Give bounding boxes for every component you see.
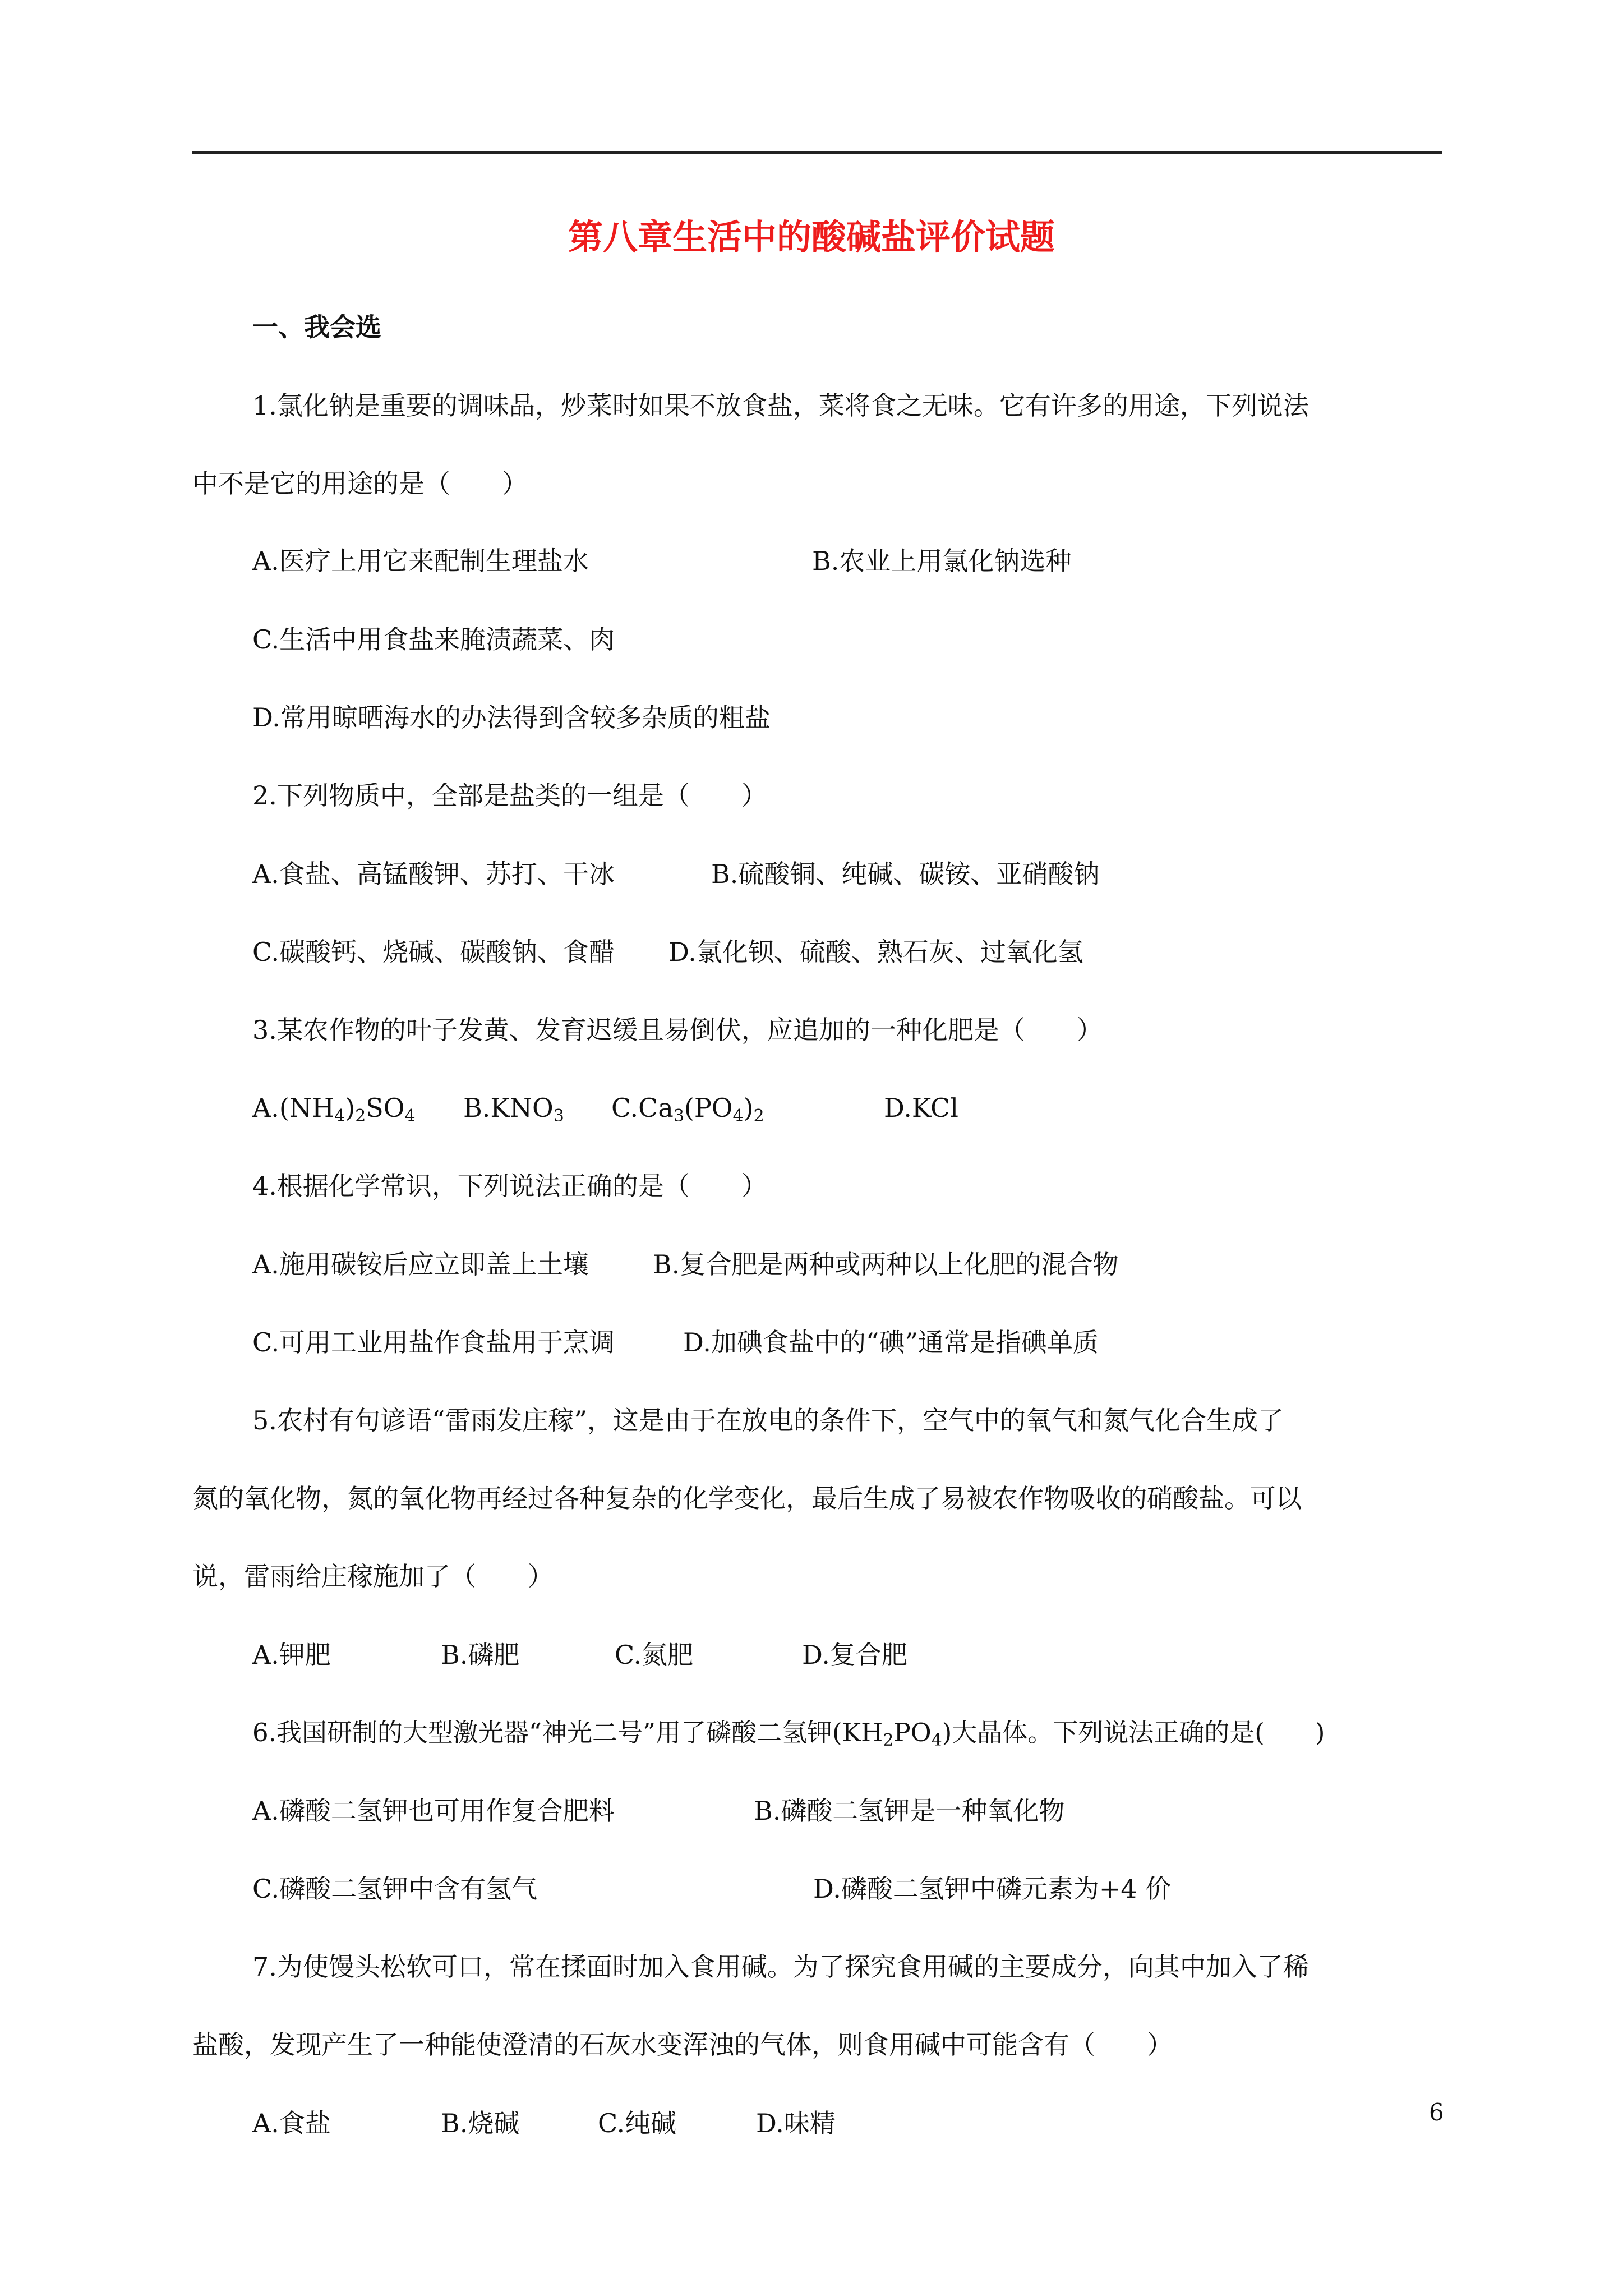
q7-option-c: C.纯碱 bbox=[598, 2108, 677, 2138]
q6-option-d: D.磷酸二氢钾中磷元素为+4 价 bbox=[813, 1874, 1172, 1904]
q6-option-a: A.磷酸二氢钾也可用作复合肥料 bbox=[252, 1796, 615, 1826]
q5-option-a: A.钾肥 bbox=[252, 1640, 331, 1670]
q4-option-a: A.施用碳铵后应立即盖上土壤 bbox=[252, 1249, 589, 1280]
q4-option-d: D.加碘食盐中的“碘”通常是指碘单质 bbox=[683, 1327, 1099, 1358]
q3-stem: 3.某农作物的叶子发黄、发育迟缓且易倒伏，应追加的一种化肥是（ ） bbox=[252, 1015, 1103, 1045]
q7-option-d: D.味精 bbox=[756, 2108, 836, 2138]
header-rule bbox=[192, 151, 1442, 154]
q6-option-b: B.磷酸二氢钾是一种氧化物 bbox=[754, 1796, 1065, 1826]
q5-stem-line3: 说，雷雨给庄稼施加了（ ） bbox=[192, 1561, 554, 1591]
q5-stem-line1: 5.农村有句谚语“雷雨发庄稼”，这是由于在放电的条件下，空气中的氧气和氮气化合生成了 bbox=[252, 1405, 1284, 1435]
q5-option-c: C.氮肥 bbox=[615, 1640, 694, 1670]
q4-option-b: B.复合肥是两种或两种以上化肥的混合物 bbox=[653, 1249, 1119, 1280]
page-number: 6 bbox=[1429, 2099, 1444, 2126]
q1-stem-line2: 中不是它的用途的是（ ） bbox=[192, 468, 528, 499]
q3-option-d: D.KCl bbox=[884, 1093, 958, 1123]
q5-option-b: B.磷肥 bbox=[441, 1640, 520, 1670]
q1-option-c: C.生活中用食盐来腌渍蔬菜、肉 bbox=[252, 624, 615, 655]
q1-option-b: B.农业上用氯化钠选种 bbox=[812, 546, 1072, 576]
q7-option-b: B.烧碱 bbox=[441, 2108, 520, 2138]
q3-option-a: $A.(NH_4)_2SO_4$ bbox=[252, 1093, 416, 1126]
q1-option-d: D.常用晾晒海水的办法得到含较多杂质的粗盐 bbox=[252, 702, 771, 733]
q7-stem-line1: 7.为使馒头松软可口，常在揉面时加入食用碱。为了探究食用碱的主要成分，向其中加入了稀 bbox=[252, 1952, 1309, 1982]
q2-stem: 2.下列物质中，全部是盐类的一组是（ ） bbox=[252, 780, 767, 811]
q1-option-a: A.医疗上用它来配制生理盐水 bbox=[252, 546, 589, 576]
q5-option-d: D.复合肥 bbox=[802, 1640, 907, 1670]
q6-stem: 6.我国研制的大型激光器“神光二号”用了磷酸二氢钾$(KH_2PO_4)$大晶体。下列说法正确的是( ) bbox=[252, 1718, 1325, 1750]
q4-option-c: C.可用工业用盐作食盐用于烹调 bbox=[252, 1327, 615, 1358]
q2-option-b: B.硫酸铜、纯碱、碳铵、亚硝酸钠 bbox=[711, 859, 1100, 889]
q2-option-a: A.食盐、高锰酸钾、苏打、干冰 bbox=[252, 859, 615, 889]
q4-stem: 4.根据化学常识，下列说法正确的是（ ） bbox=[252, 1171, 767, 1201]
q3-option-c: $C.Ca_3(PO_4)_2$ bbox=[611, 1093, 764, 1126]
section-heading: 一、我会选 bbox=[252, 312, 381, 342]
q3-option-b: $B.KNO_3$ bbox=[463, 1093, 564, 1126]
q7-option-a: A.食盐 bbox=[252, 2108, 331, 2138]
page-title: 第八章生活中的酸碱盐评价试题 bbox=[568, 217, 1055, 257]
q6-option-c: C.磷酸二氢钾中含有氢气 bbox=[252, 1874, 538, 1904]
q1-stem-line1: 1.氯化钠是重要的调味品，炒菜时如果不放食盐，菜将食之无味。它有许多的用途，下列说法 bbox=[252, 390, 1309, 421]
q2-option-d: D.氯化钡、硫酸、熟石灰、过氧化氢 bbox=[668, 937, 1083, 967]
q7-stem-line2: 盐酸，发现产生了一种能使澄清的石灰水变浑浊的气体，则食用碱中可能含有（ ） bbox=[192, 2030, 1173, 2060]
q2-option-c: C.碳酸钙、烧碱、碳酸钠、食醋 bbox=[252, 937, 615, 967]
q5-stem-line2: 氮的氧化物，氮的氧化物再经过各种复杂的化学变化，最后生成了易被农作物吸收的硝酸盐。可以 bbox=[192, 1483, 1302, 1513]
